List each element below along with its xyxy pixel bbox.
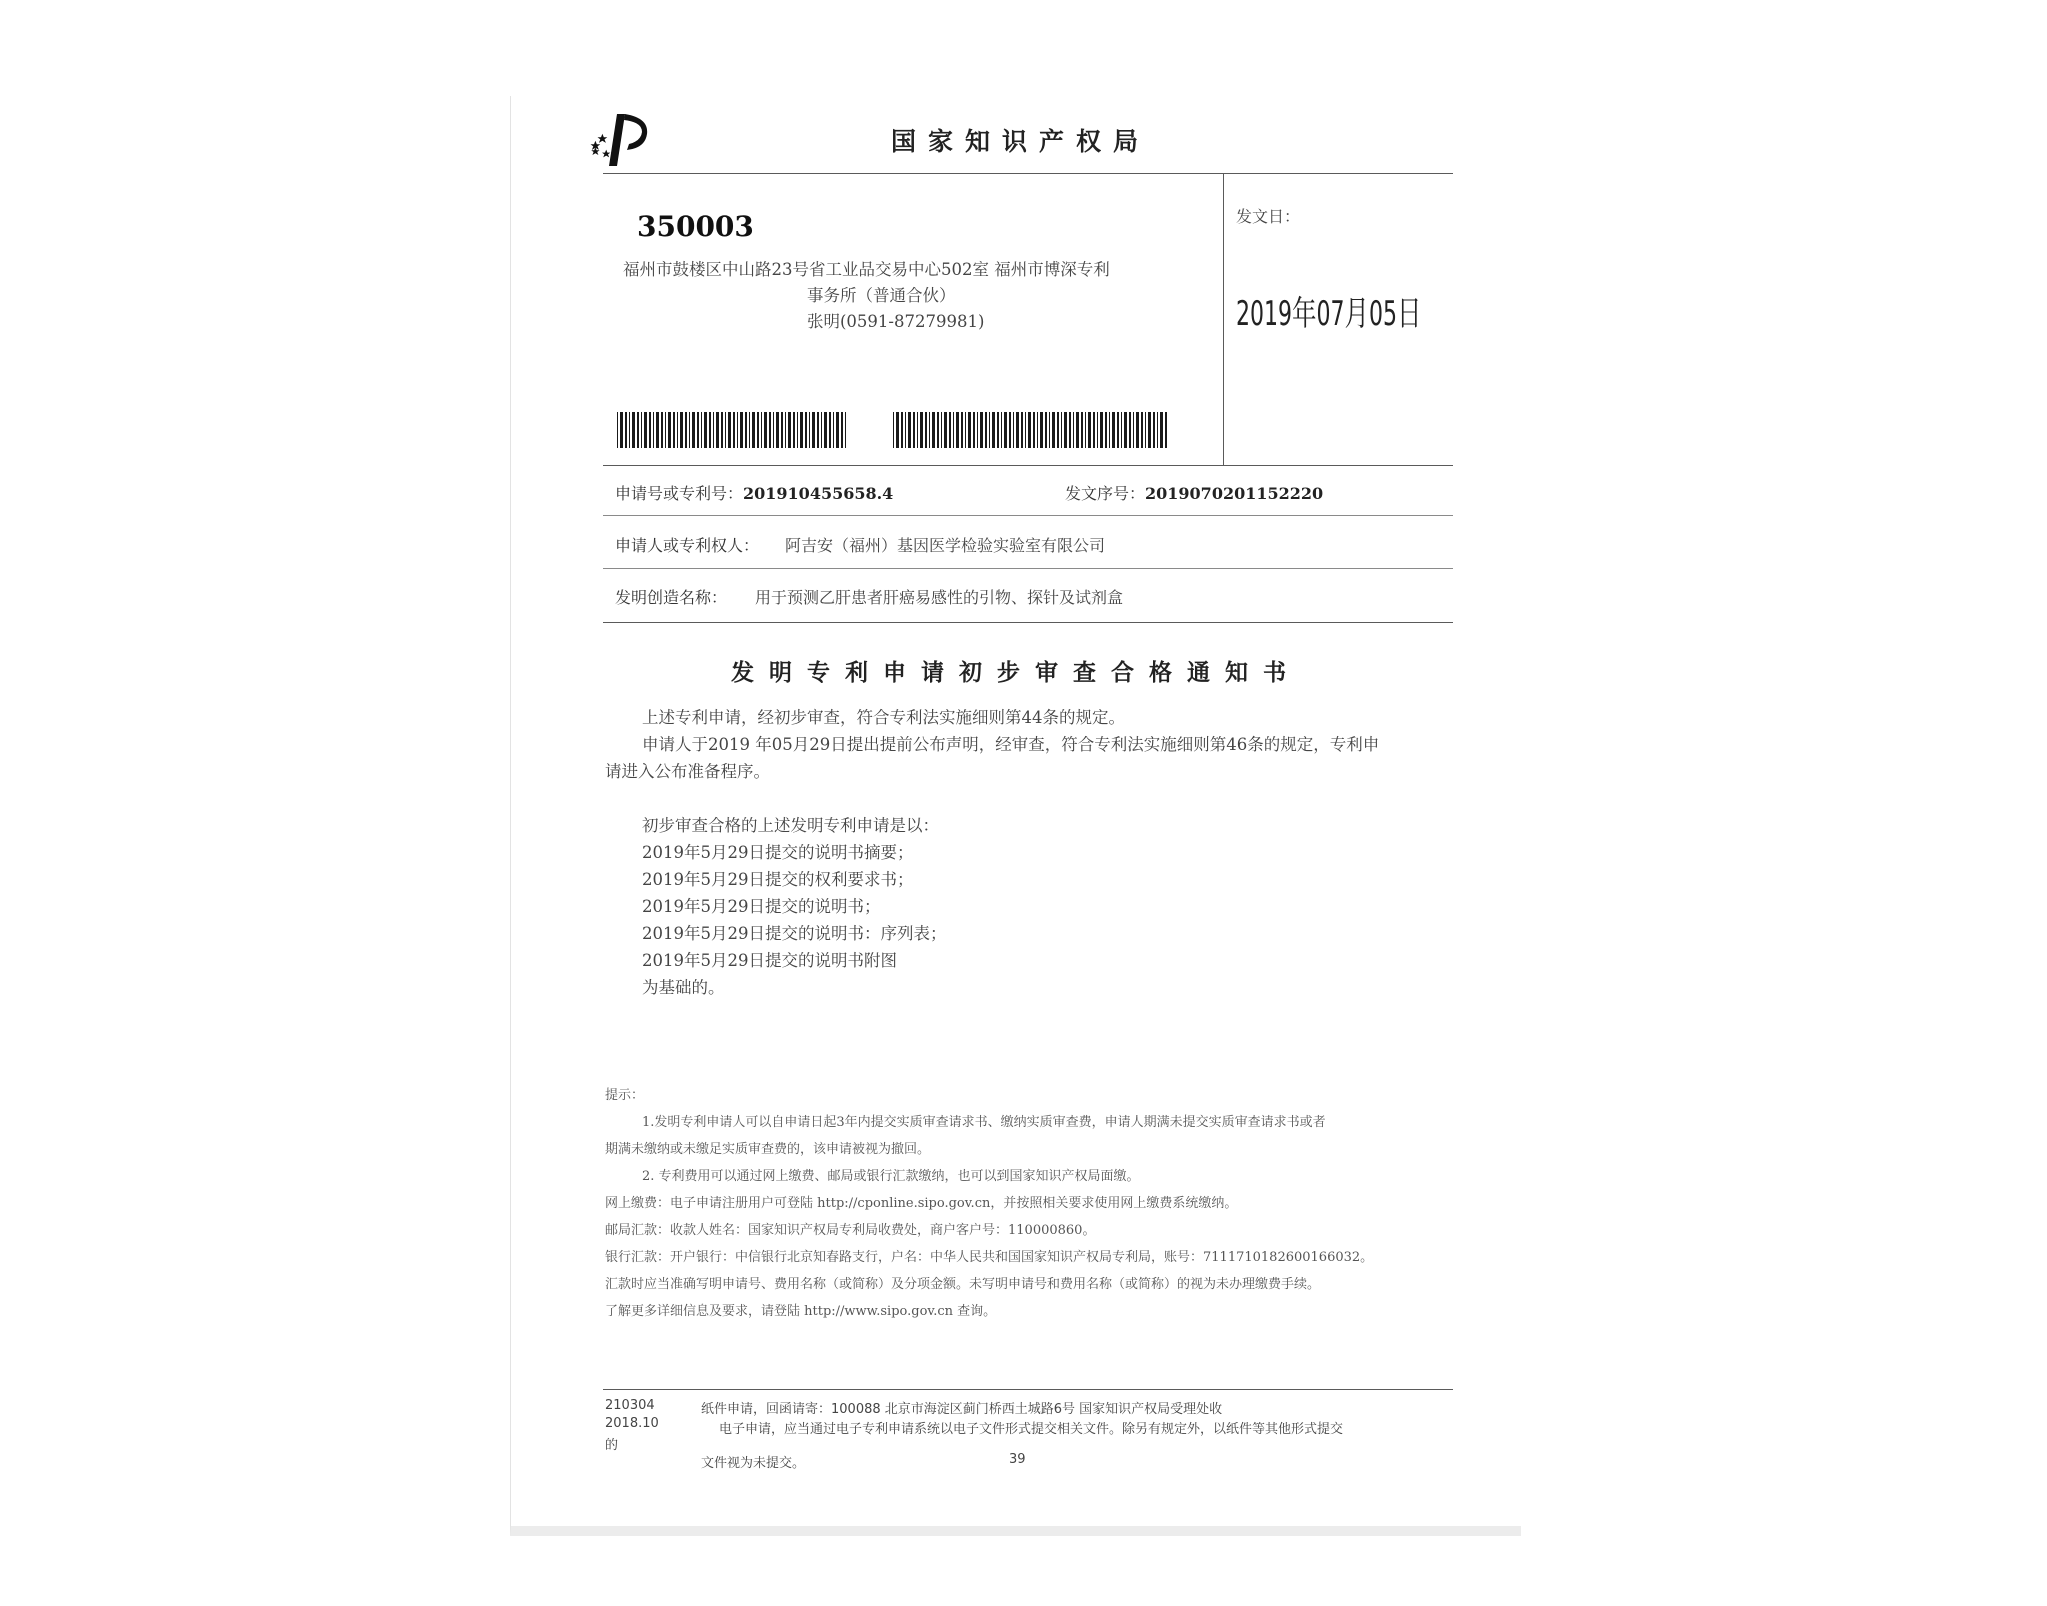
page-number: 39 [1009, 1452, 1026, 1467]
serial-number-label: 发文序号： [1065, 484, 1146, 503]
app-number-field [615, 481, 893, 504]
barcode-right [893, 412, 1169, 448]
invention-value: 用于预测乙肝患者肝癌易感性的引物、探针及试剂盒 [755, 588, 1124, 607]
office-name: 国家知识产权局 [891, 127, 1151, 156]
notice-title: 发明专利申请初步审查合格通知书 [731, 660, 1301, 686]
tip-line: 网上缴费：电子申请注册用户可登陆 http://cponline.sipo.gov.cn，并按照相关要求使用网上缴费系统缴纳。 [605, 1196, 1238, 1211]
contact-line: 张明(0591-87279981) [807, 312, 985, 331]
info-rule [603, 465, 1453, 466]
tips-label: 提示： [605, 1088, 645, 1103]
basis-end: 为基础的。 [642, 978, 725, 997]
serial-number-field [1065, 481, 1323, 504]
tip-line: 期满未缴纳或未缴足实质审查费的，该申请被视为撤回。 [605, 1142, 931, 1157]
invention-label: 发明创造名称： [615, 588, 728, 607]
footer-electronic-line: 文件视为未提交。 [701, 1456, 806, 1471]
basis-item: 2019年5月29日提交的权利要求书； [642, 870, 914, 889]
applicant-label: 申请人或专利权人： [615, 536, 760, 555]
basis-intro: 初步审查合格的上述发明专利申请是以： [642, 816, 939, 835]
tip-line: 汇款时应当准确写明申请号、费用名称（或简称）及分项金额。未写明申请号和费用名称（或简称）的视为未办理缴费手续。 [605, 1277, 1321, 1292]
tip-line: 邮局汇款：收款人姓名：国家知识产权局专利局收费处，商户客户号：110000860。 [605, 1223, 1096, 1238]
serial-number-value: 2019070201152220 [1145, 484, 1324, 503]
header-rule [603, 173, 1453, 174]
form-date: 2018.10 [605, 1416, 659, 1431]
applicant-value: 阿吉安（福州）基因医学检验实验室有限公司 [785, 536, 1106, 555]
barcode-left [617, 412, 849, 448]
basis-item: 2019年5月29日提交的说明书附图 [642, 951, 897, 970]
issue-date-label: 发文日： [1236, 207, 1301, 226]
postcode: 350003 [637, 210, 754, 243]
app-number-value: 201910455658.4 [743, 484, 894, 503]
footer-rule [603, 1389, 1453, 1390]
tip-line: 1.发明专利申请人可以自申请日起3年内提交实质审查请求书、缴纳实质审查费，申请人期满未提交实质审查请求书或者 [642, 1115, 1326, 1130]
basis-item: 2019年5月29日提交的说明书； [642, 897, 881, 916]
app-number-label: 申请号或专利号： [615, 484, 744, 503]
address-line: 事务所（普通合伙） [807, 286, 956, 305]
info-rule [603, 515, 1453, 516]
form-code: 210304 [605, 1398, 655, 1413]
info-rule [603, 568, 1453, 569]
notice-document [510, 96, 1521, 1536]
notice-paragraph: 请进入公布准备程序。 [605, 762, 770, 781]
notice-paragraph: 上述专利申请，经初步审查，符合专利法实施细则第44条的规定。 [642, 708, 1125, 727]
cnipa-logo [587, 110, 657, 172]
issue-date-value: 2019年07月05日 [1236, 294, 1422, 334]
footer-paper-line: 纸件申请，回函请寄：100088 北京市海淀区蓟门桥西土城路6号 国家知识产权局受理处收 [701, 1402, 1223, 1417]
footer-electronic-line: 电子申请，应当通过电子专利申请系统以电子文件形式提交相关文件。除另有规定外，以纸件等其他形式提交 [719, 1422, 1344, 1437]
tip-line: 2. 专利费用可以通过网上缴费、邮局或银行汇款缴纳，也可以到国家知识产权局面缴。 [642, 1169, 1140, 1184]
basis-item: 2019年5月29日提交的说明书摘要； [642, 843, 914, 862]
date-divider [1223, 173, 1224, 465]
form-suffix: 的 [605, 1438, 619, 1453]
basis-item: 2019年5月29日提交的说明书：序列表； [642, 924, 947, 943]
notice-paragraph: 申请人于2019 年05月29日提出提前公布声明，经审查，符合专利法实施细则第46条的规定，专利申 [642, 735, 1380, 754]
info-rule [603, 622, 1453, 623]
tip-line: 银行汇款：开户银行：中信银行北京知春路支行，户名：中华人民共和国国家知识产权局专利局，账号：7111710182600166032。 [605, 1250, 1374, 1265]
tip-line: 了解更多详细信息及要求，请登陆 http://www.sipo.gov.cn 查询。 [605, 1304, 997, 1319]
address-line: 福州市鼓楼区中山路23号省工业品交易中心502室 福州市博深专利 [623, 260, 1110, 279]
